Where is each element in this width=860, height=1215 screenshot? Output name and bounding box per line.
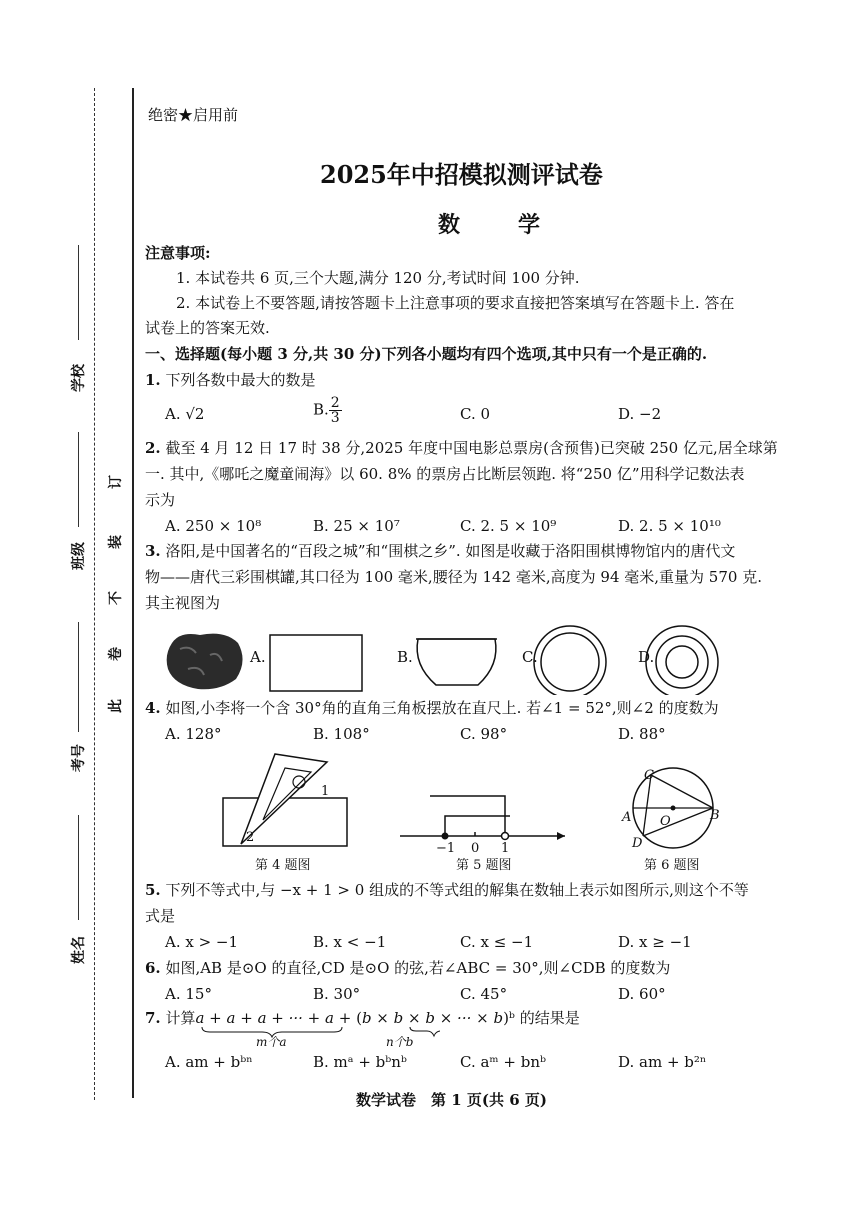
q2-stem-1: 截至 4 月 12 日 17 时 38 分,2025 年度中国电影总票房(含预售)已突破 250 亿元,居全球第 [165,439,778,457]
secret-mark: 绝密★启用前 [148,106,239,124]
notice-char-1: 订 [108,475,124,489]
q1-option-b [313,396,342,425]
q3-stem-3: 其主视图为 [145,594,221,612]
q3-stem-2: 物——唐代三彩围棋罐,其口径为 100 毫米,腰径为 142 毫米,高度为 94 毫米,重量为 570 克. [145,568,762,586]
notice-char-4: 卷 [108,647,124,661]
class-underline [78,432,79,527]
option-a-rectangle [270,635,362,691]
margin-solid-line [132,88,134,1098]
q6-option-d: D. 60° [618,985,666,1003]
option-c-inner-circle [541,633,599,691]
q1-option-c: C. 0 [460,405,491,423]
q5-number: 5. [145,881,161,899]
q5-option-a: A. x > −1 [165,933,239,951]
q6-stem: 如图,AB 是⊙O 的直径,CD 是⊙O 的弦,若∠ABC = 30°,则∠CDB 的度数为 [165,959,671,977]
section-1-heading: 一、选择题(每小题 3 分,共 30 分)下列各小题均有四个选项,其中只有一个是正确的. [145,345,708,363]
q3-number: 3. [145,542,161,560]
q5-option-d: D. x ≥ −1 [618,933,692,951]
q4-option-b: B. 108° [313,725,370,743]
q7-stem [145,1008,580,1028]
option-c-outer-circle [534,626,606,695]
notes-line-2a: 2. 本试卷上不要答题,请按答题卡上注意事项的要求直接把答案填写在答题卡上. 答在 [176,294,735,312]
q7-option-c: C. aᵐ + bnᵇ [460,1053,546,1071]
exam-no-label: 考号 [71,744,87,772]
fig6-point-b: B [710,808,720,823]
option-b-bowl [417,639,496,685]
fig4-angle-2: 2 [246,830,255,845]
q1-option-d: D. −2 [618,405,662,423]
fig6-chord-db [643,808,713,836]
q2-option-b: B. 25 × 10⁷ [313,517,400,535]
q5-stem-2: 式是 [145,907,176,925]
name-underline [78,815,79,920]
q4-stem: 如图,小李将一个含 30°角的直角三角板摆放在直尺上. 若∠1 = 52°,则∠2 的度数为 [165,699,719,717]
notice-char-2: 装 [108,535,124,549]
fig4-caption: 第 4 题图 [255,858,311,873]
q5-option-b: B. x < −1 [313,933,387,951]
q6-option-c: C. 45° [460,985,508,1003]
q2-option-d: D. 2. 5 × 10¹⁰ [618,517,721,535]
q7-text-post: )ᵇ 的结果是 [503,1009,580,1027]
q3-option-b-label: B. [397,648,413,666]
q6-option-b: B. 30° [313,985,361,1003]
option-d-inner-circle [666,646,698,678]
q1-number: 1. [145,371,161,389]
fig5-label-1: 1 [501,841,510,856]
notes-heading: 注意事项: [145,244,211,262]
fig6-point-c: C [644,768,654,783]
binding-dashed-line [94,88,95,1100]
fig5-label-0: 0 [471,841,480,856]
q3-option-c-label: C. [522,648,538,666]
q4-option-c: C. 98° [460,725,508,743]
exam-no-underline [78,622,79,732]
q3-option-a-label: A. [250,648,266,666]
fig6-point-d: D [632,836,643,851]
q1-frac-den: 3 [330,410,340,426]
q7-text-pre: 计算 [165,1009,196,1027]
q6-number: 6. [145,959,161,977]
exam-title: 2025年中招模拟测评试卷 [320,160,603,189]
q7-brace-label-2: n个b [386,1035,414,1049]
fig5-label-minus1: −1 [436,841,456,856]
q7-option-a: A. am + bᵇⁿ [165,1053,253,1071]
jar-photo [167,634,243,690]
q1-option-b-prefix: B. [313,400,329,419]
q7-option-b: B. mᵃ + bᵇnᵇ [313,1053,407,1071]
q3-stem-1: 洛阳,是中国著名的“百段之城”和“围棋之乡”. 如图是收藏于洛阳围棋博物馆内的唐代文 [165,542,736,560]
q3-option-d-label: D. [638,648,655,666]
q2-stem-3: 示为 [145,491,176,509]
q7-expr-1: a + a + a + ··· + a [195,1009,334,1027]
notes-line-2b: 试卷上的答案无效. [145,319,270,337]
q7-number: 7. [145,1009,161,1027]
q4-option-d: D. 88° [618,725,666,743]
fig4-ruler [223,798,347,846]
fig6-center [671,806,676,811]
school-underline [78,245,79,340]
option-d-mid-circle [656,636,708,688]
fig6-point-o: O [660,814,671,829]
q5-stem-1: 下列不等式中,与 −x + 1 > 0 组成的不等式组的解集在数轴上表示如图所示,则这个不等 [165,881,749,899]
subject-title: 数 学 [438,212,559,238]
fig5-ray-left [445,816,510,836]
q7-plus: + ( [333,1009,362,1027]
q2-stem-2: 一. 其中,《哪吒之魔童闹海》以 60. 8% 的票房占比断层领跑. 将“250 亿”用科学记数法表 [145,465,745,483]
fig5-caption: 第 5 题图 [456,858,512,873]
q1-option-a: A. √2 [165,405,205,423]
q2-option-a: A. 250 × 10⁸ [165,517,262,535]
q5-option-c: C. x ≤ −1 [460,933,534,951]
q1-stem: 下列各数中最大的数是 [165,371,316,389]
class-label: 班级 [71,542,87,570]
fig5-axis-arrow [557,832,565,840]
q6-option-a: A. 15° [165,985,212,1003]
notice-char-5: 此 [108,699,124,713]
q2-number: 2. [145,439,161,457]
q4-number: 4. [145,699,161,717]
notes-line-1: 1. 本试卷共 6 页,三个大题,满分 120 分,考试时间 100 分钟. [176,269,580,287]
fig6-point-a: A [622,810,632,825]
q7-option-d: D. am + b²ⁿ [618,1053,707,1071]
q2-option-c: C. 2. 5 × 10⁹ [460,517,557,535]
name-label: 姓名 [71,936,87,964]
fig4-angle-1: 1 [321,784,330,799]
q7-brace-label-1: m个a [256,1035,287,1049]
q1-frac-num: 2 [330,395,340,411]
q7-brace-2 [410,1027,440,1036]
school-label: 学校 [71,364,87,392]
notice-char-3: 不 [108,591,124,605]
fig6-chord-cb [651,775,713,808]
q7-expr-2: b × b × b × ··· × b [361,1009,504,1027]
fig6-caption: 第 6 题图 [644,858,700,873]
page-footer: 数学试卷 第 1 页(共 6 页) [356,1091,547,1109]
q4-option-a: A. 128° [165,725,222,743]
